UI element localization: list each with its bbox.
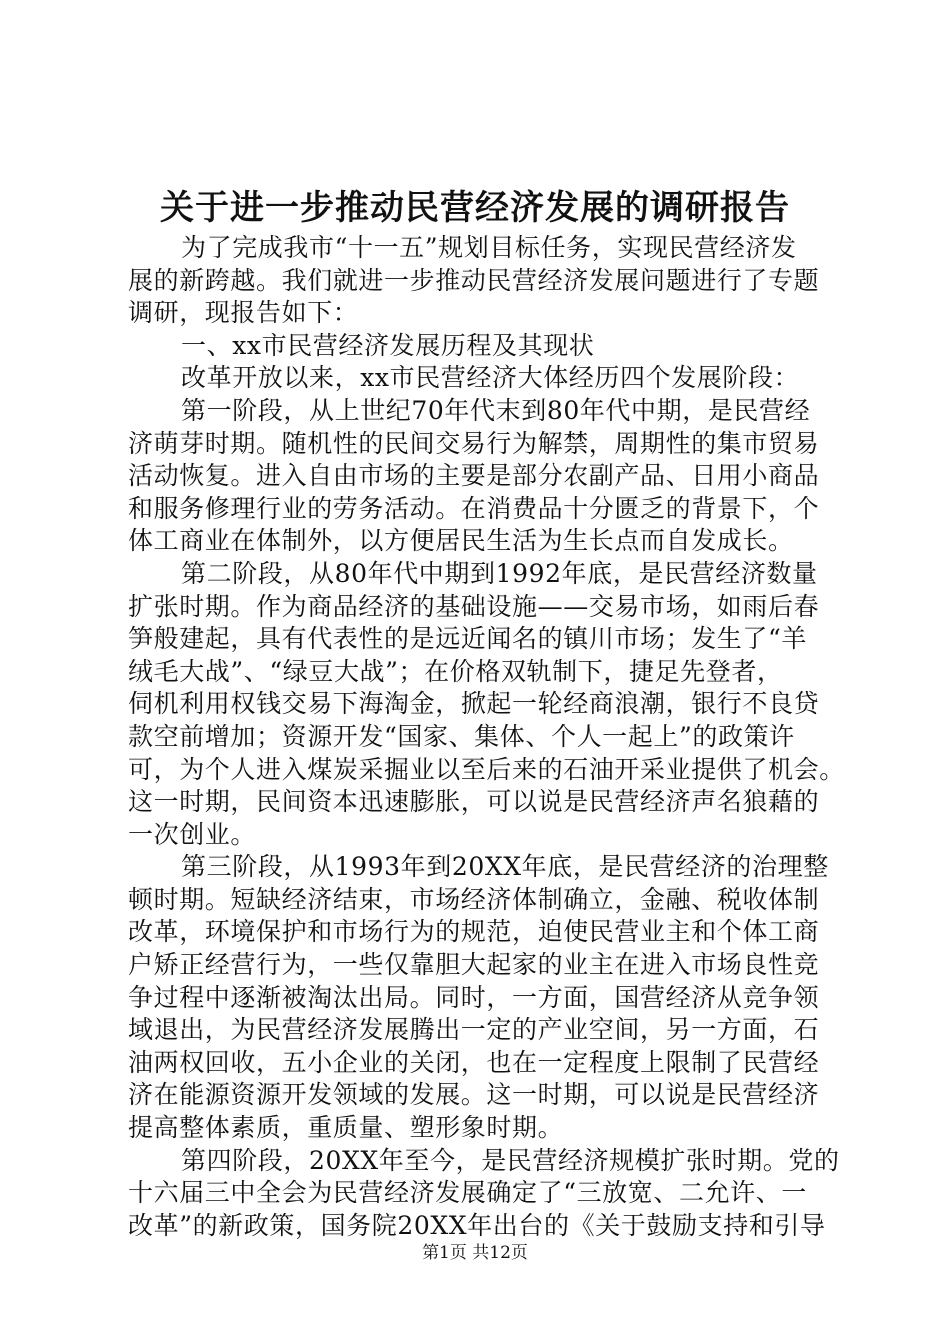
text-line: 一、xx市民营经济发展历程及其现状 — [181, 330, 595, 360]
text-line: 改革，环境保护和市场行为的规范，迫使民营业主和个体工商 — [128, 917, 820, 947]
text-line: 绒毛大战”、“绿豆大战”；在价格双轨制下，捷足先登者， — [128, 656, 783, 686]
text-line: 活动恢复。进入自由市场的主要是部分农副产品、日用小商品 — [128, 461, 820, 491]
text-line: 为了完成我市“十一五”规划目标任务，实现民营经济发 — [181, 233, 797, 262]
document-body — [128, 232, 848, 1242]
text-line: 第四阶段，20XX年至今，是民营经济规模扩张时期。党的 — [181, 1145, 840, 1175]
text-line: 改革开放以来，xx市民营经济大体经历四个发展阶段： — [181, 363, 800, 393]
text-line: 展的新跨越。我们就进一步推动民营经济发展问题进行了专题 — [128, 265, 820, 295]
text-line: 第二阶段，从80年代中期到1992年底，是民营经济数量 — [181, 558, 818, 588]
text-line: 户矫正经营行为，一些仅靠胆大起家的业主在进入市场良性竞 — [128, 950, 820, 980]
text-line: 十六届三中全会为民营经济发展确定了“三放宽、二允许、一 — [128, 1178, 807, 1208]
document-title: 关于进一步推动民营经济发展的调研报告 — [160, 188, 790, 228]
text-line: 顿时期。短缺经济结束，市场经济体制确立，金融、税收体制 — [128, 884, 820, 914]
text-line: 济在能源资源开发领域的发展。这一时期，可以说是民营经济 — [128, 1080, 820, 1110]
text-line: 笋般建起，具有代表性的是远近闻名的镇川市场；发生了“羊 — [128, 624, 807, 654]
text-line: 伺机利用权钱交易下海淘金，掀起一轮经商浪潮，银行不良贷 — [128, 689, 820, 719]
text-line: 一次创业。 — [128, 819, 257, 849]
text-line: 第三阶段，从1993年到20XX年底，是民营经济的治理整 — [181, 852, 829, 882]
text-line: 体工商业在体制外，以方便居民生活为生长点而自发成长。 — [128, 526, 794, 556]
text-line: 款空前增加；资源开发“国家、集体、个人一起上”的政策许 — [128, 721, 795, 751]
text-line: 这一时期，民间资本迅速膨胀，可以说是民营经济声名狼藉的 — [128, 787, 820, 817]
text-line: 第一阶段，从上世纪70年代末到80年代中期，是民营经 — [181, 395, 811, 425]
text-line: 可，为个人进入煤炭采掘业以至后来的石油开采业提供了机会。 — [128, 754, 845, 784]
text-line: 油两权回收，五小企业的关闭，也在一定程度上限制了民营经 — [128, 1047, 820, 1077]
text-line: 提高整体素质，重质量、塑形象时期。 — [128, 1113, 564, 1143]
page-footer: 第1页 共12页 — [422, 1243, 528, 1263]
text-line: 改革”的新政策，国务院20XX年出台的《关于鼓励支持和引导 — [128, 1210, 826, 1240]
text-line: 济萌芽时期。随机性的民间交易行为解禁，周期性的集市贸易 — [128, 428, 820, 458]
text-line: 域退出，为民营经济发展腾出一定的产业空间，另一方面，石 — [128, 1015, 820, 1045]
text-line: 和服务修理行业的劳务活动。在消费品十分匮乏的背景下，个 — [128, 493, 820, 523]
text-line: 扩张时期。作为商品经济的基础设施——交易市场，如雨后春 — [128, 591, 820, 621]
text-line: 调研，现报告如下： — [128, 298, 359, 328]
text-line: 争过程中逐渐被淘汰出局。同时，一方面，国营经济从竞争领 — [128, 982, 820, 1012]
